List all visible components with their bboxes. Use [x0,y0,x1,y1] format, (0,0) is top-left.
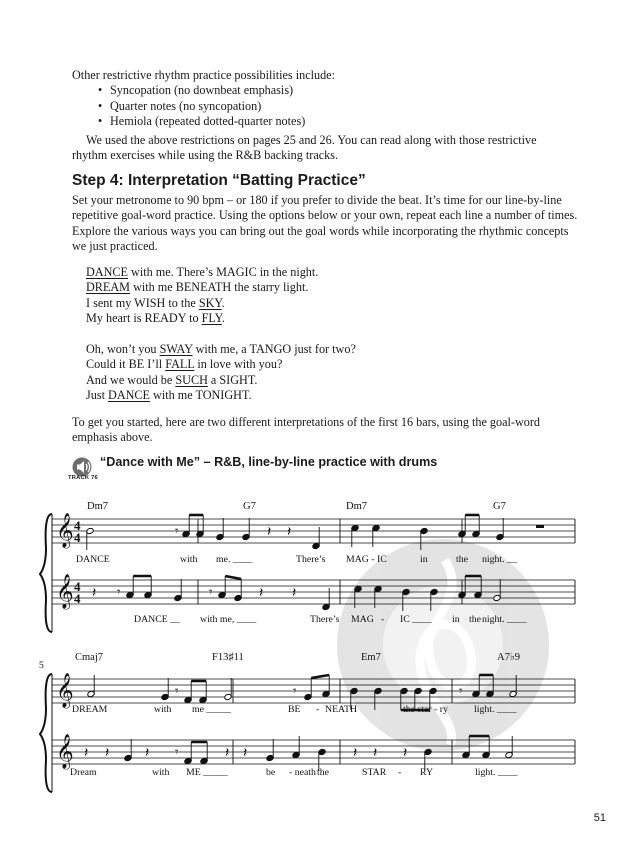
note-beam [311,675,329,678]
treble-clef: 𝄞 [56,574,74,609]
quarter-rest: 𝄽 [353,746,358,761]
lyric-syllable: ME _____ [186,767,228,778]
lyric-syllable: the [469,614,481,625]
lyric-syllable: BE [288,704,301,715]
treble-clef: 𝄞 [56,673,74,708]
time-signature: 4 [74,579,81,594]
lyric-syllable: - neath [289,767,316,778]
outro-paragraph: To get you started, here are two different interpretations of the first 16 bars, using the goal-word emphasis above. [72,415,540,445]
quarter-rest: 𝄽 [105,746,110,761]
chord-symbol: G7 [243,501,256,512]
lyric-syllable: - [381,614,385,625]
lyric-syllable: DANCE [76,554,110,565]
quarter-rest: 𝄽 [403,746,408,761]
chord-symbol: Em7 [361,652,381,663]
lyric-syllable: night. ____ [482,614,527,625]
quarter-rest: 𝄽 [225,746,230,761]
lyric-text: with me BENEATH the starry light. [130,280,309,295]
goal-word: SWAY [159,342,193,356]
page-number: 51 [593,812,606,824]
lyric-syllable: the star - ry [403,704,448,715]
time-signature: 4 [74,518,81,533]
lyric-text: with me. There’s MAGIC in the night. [127,265,319,279]
lyric-syllable: the [456,554,468,565]
quarter-rest: 𝄽 [267,525,272,540]
lyric-syllable: with me, ____ [200,614,257,625]
lyric-syllable: - [398,767,402,778]
lyric-text: And we would be [86,372,176,387]
quarter-rest: 𝄽 [287,525,292,540]
chord-symbol: A7♭9 [497,652,521,663]
goal-word: SKY [198,295,222,310]
quarter-rest: 𝄽 [292,586,297,601]
quarter-rest: 𝄽 [373,746,378,761]
lyric-syllable: be [266,767,276,778]
lyric-text: with me TONIGHT. [150,388,252,403]
lyric-text: Could it BE I’ll [86,357,166,372]
lyric-text: I sent my WISH to the [86,295,199,310]
lyric-syllable: me. ____ [216,554,253,565]
lyric-text: . [221,311,225,326]
quarter-rest: 𝄽 [259,586,264,601]
lyric-text: My heart is READY to [86,311,202,326]
lyric-syllable: DREAM [72,704,108,715]
list-item: • Syncopation (no downbeat emphasis) [98,83,572,98]
quarter-rest: 𝄽 [92,586,97,601]
quarter-rest: 𝄽 [145,746,150,761]
watermark-logo [337,539,549,751]
lyric-text: with me, a TANGO just for two? [192,342,356,356]
chord-symbol: Cmaj7 [75,652,103,663]
chord-symbol: F13♯11 [212,652,244,663]
lyric-syllable: light. ____ [474,704,517,715]
eighth-rest: 𝄾 [175,523,179,538]
step4-body: Set your metronome to 90 bpm – or 180 if you prefer to divide the beat. It’s time for our line-by-line repetitive goal-word practice. Using the options below or your own, repeat each line a number of times. Explore the various ways you can bring out the goal words while incorporating the rhythmic concepts we just practiced. [72,193,578,254]
lyric-text: Just [86,388,109,403]
note-beam [225,576,241,579]
goal-word: DANCE [86,265,128,279]
track-title: “Dance with Me” – R&B, line-by-line practice with drums [100,455,438,469]
intro-paragraph: We used the above restrictions on pages 25 and 26. You can read along with those restrictive rhythm exercises while using the R&B backing tracks. [72,132,537,163]
eighth-rest: 𝄾 [293,683,297,698]
lyric-syllable: with [152,767,170,778]
lyric-text: Oh, won’t you [86,342,160,356]
eighth-rest: 𝄾 [459,683,463,698]
lyric-text: a SIGHT. [207,372,258,387]
lyric-syllable: STAR [362,767,387,778]
lyric-syllable: IC ____ [400,614,432,625]
lyric-syllable: MAG - IC [346,554,387,565]
quarter-rest: 𝄽 [84,746,89,761]
lyric-syllable: night. __ [482,554,517,565]
measure-number: 5 [39,661,44,671]
lyric-syllable: RY [420,767,434,778]
lyric-syllable: the [317,767,329,778]
lyric-syllable: NEATH [325,704,358,715]
lyric-syllable: - [316,704,320,715]
track-label: TRACK 76 [68,475,98,481]
treble-clef: 𝄞 [56,734,74,769]
intro-lead: Other restrictive rhythm practice possibilities include: [72,68,335,82]
list-item: • Hemiola (repeated dotted-quarter notes) [98,114,572,129]
chord-symbol: Dm7 [346,501,367,512]
goal-word: SUCH [175,372,208,387]
lyric-syllable: me _____ [192,704,231,715]
lyric-text: in love with you? [194,357,283,372]
time-signature: 4 [74,591,81,606]
lyric-syllable: MAG [351,614,374,625]
chord-symbol: Dm7 [87,501,108,512]
quarter-rest: 𝄽 [243,746,248,761]
chord-symbol: G7 [493,501,506,512]
lyric-text: . [221,295,225,310]
goal-word: DANCE [108,388,150,403]
section-heading: Step 4: Interpretation “Batting Practice” [72,172,366,189]
goal-word: FALL [165,357,195,372]
lyric-syllable: There’s [310,614,340,625]
list-item: • Quarter notes (no syncopation) [98,99,572,114]
lyric-syllable: with [180,554,198,565]
lyric-syllable: in [420,554,428,565]
goal-word: DREAM [86,280,131,295]
eighth-rest: 𝄾 [175,683,179,698]
eighth-rest: 𝄾 [175,744,179,759]
goal-word: FLY [201,311,222,326]
time-signature: 4 [74,530,81,545]
treble-clef: 𝄞 [56,513,74,548]
lyric-syllable: with [154,704,172,715]
rest [536,525,544,528]
lyric-syllable: Dream [70,767,97,778]
lyric-syllable: light. ____ [475,767,518,778]
eighth-rest: 𝄾 [209,584,213,599]
lyric-syllable: There’s [296,554,326,565]
eighth-rest: 𝄾 [117,584,121,599]
lyric-syllable: DANCE __ [134,614,180,625]
lyric-syllable: in [452,614,460,625]
